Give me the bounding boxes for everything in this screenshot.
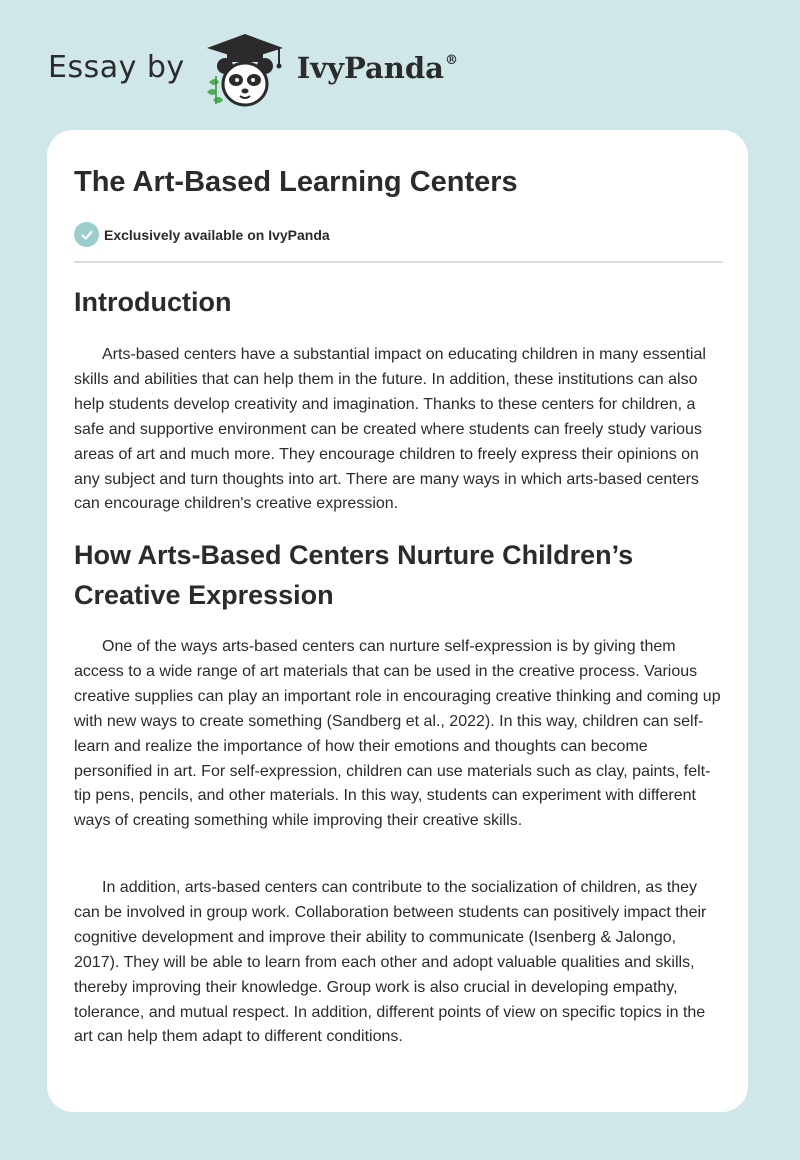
- panda-logo-icon: [199, 30, 291, 110]
- page-title: The Art-Based Learning Centers: [74, 166, 518, 198]
- divider: [74, 261, 723, 263]
- essay-by-label: Essay by: [48, 49, 185, 85]
- section-heading-creative-expression: How Arts-Based Centers Nurture Children’s Creative Expression: [74, 540, 634, 610]
- essay-card: [47, 130, 748, 1112]
- check-icon: [74, 222, 99, 247]
- exclusive-badge: [74, 222, 330, 247]
- registered-mark: ®: [444, 53, 458, 68]
- paragraph-creative-expression-1: One of the ways arts-based centers can nurture self-expression is by giving them access to a wide range of art materials that can be used in the creative process. Various creative supplies can play an important role in encouraging creative thinking and coming up with new ways to create something (Sandberg et al., 2022). In this way, children can self-learn and realize the importance of how their emotions and thoughts can become personified in art. For self-expression, children can use materials such as clay, paints, felt-tip pens, pencils, and other materials. In this way, students can experiment with different ways of creating something while improving their creative skills.: [74, 638, 721, 830]
- brand-name: IvyPanda®: [296, 51, 458, 85]
- paragraph-introduction: Arts-based centers have a substantial impact on educating children in many essential skills and abilities that can help them in the future. In addition, these institutions can also help students develop creativity and imagination. Thanks to these centers for children, a safe and supportive environment can be created where students can freely study various areas of art and much more. They encourage children to freely express their opinions on any subject and turn thoughts into art. There are many ways in which arts-based centers can encourage children's creative expression.: [74, 346, 706, 513]
- ivy-leaf-icon: [207, 76, 223, 104]
- section-heading-introduction: Introduction: [74, 287, 232, 317]
- site-header: [48, 30, 458, 110]
- exclusive-label: Exclusively available on IvyPanda: [104, 226, 330, 243]
- paragraph-creative-expression-2: In addition, arts-based centers can contribute to the socialization of children, as they can be involved in group work. Collaboration between students can positively impact their cognitive development and improve their ability to communicate (Isenberg & Jalongo, 2017). They will be able to learn from each other and adopt valuable qualities and skills, thereby improving their knowledge. Group work is also crucial in developing empathy, tolerance, and mutual respect. In addition, different points of view on specific topics in the art can help them adapt to different conditions.: [74, 879, 707, 1046]
